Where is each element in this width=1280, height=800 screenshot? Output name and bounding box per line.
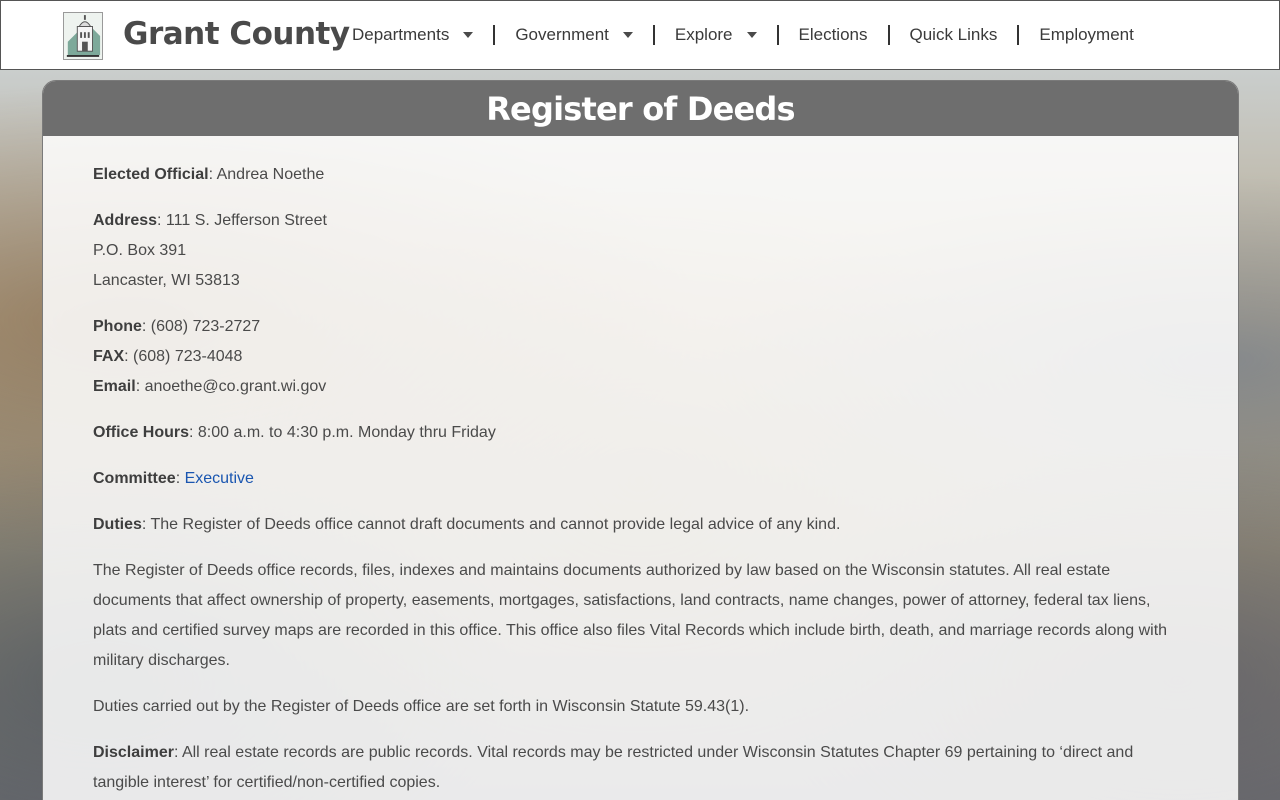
committee-info — [93, 464, 1188, 494]
address-label: Address — [93, 212, 158, 229]
content-panel — [42, 80, 1239, 800]
hours-value: : 8:00 a.m. to 4:30 p.m. Monday thru Friday — [189, 424, 496, 441]
nav-label: Government — [515, 25, 609, 44]
nav-divider — [777, 25, 779, 45]
site-header — [0, 0, 1280, 70]
committee-separator: : — [175, 470, 185, 487]
committee-link[interactable]: Executive — [184, 470, 254, 487]
duties-value: : The Register of Deeds office cannot draft documents and cannot provide legal advice of any kind. — [141, 516, 841, 533]
nav-label: Explore — [674, 25, 733, 44]
address-line-2: P.O. Box 391 — [93, 242, 187, 259]
nav-label: Employment — [1039, 25, 1134, 44]
chevron-down-icon — [463, 32, 473, 38]
records-paragraph: The Register of Deeds office records, files, indexes and maintains documents authorized by law based on the Wisconsin statutes. All real estate documents that affect ownership of property, easements, mortgages, satisfactions, land contracts, name changes, power of attorney, federal tax liens, plats and certified survey maps are recorded in this office. This office also files Vital Records which include birth, death, and marriage records along with military discharges. — [93, 562, 1168, 669]
phone-value: : (608) 723-2727 — [141, 318, 261, 335]
address-info — [93, 206, 1188, 296]
nav-divider — [888, 25, 890, 45]
panel-body — [43, 136, 1238, 798]
fax-value: : (608) 723-4048 — [124, 348, 243, 365]
office-hours — [93, 418, 1188, 448]
chevron-down-icon — [747, 32, 757, 38]
hours-label: Office Hours — [93, 424, 190, 441]
committee-label: Committee — [93, 470, 176, 487]
main-nav — [341, 1, 1145, 69]
county-logo[interactable] — [63, 12, 103, 60]
courthouse-logo-icon — [64, 13, 102, 59]
email-label: Email — [93, 378, 136, 395]
nav-label: Departments — [352, 25, 450, 44]
official-label: Elected Official — [93, 166, 209, 183]
official-info — [93, 160, 1188, 190]
contact-info — [93, 312, 1188, 402]
nav-departments[interactable] — [341, 20, 484, 50]
statute-paragraph: Duties carried out by the Register of Deeds office are set forth in Wisconsin Statute 59.43(1). — [93, 698, 750, 715]
fax-label: FAX — [93, 348, 125, 365]
site-title[interactable]: Grant County — [123, 16, 350, 52]
nav-divider — [1017, 25, 1019, 45]
chevron-down-icon — [623, 32, 633, 38]
nav-label: Elections — [798, 25, 868, 44]
disclaimer-info — [93, 738, 1188, 798]
nav-employment[interactable] — [1028, 20, 1144, 50]
nav-divider — [653, 25, 655, 45]
nav-explore[interactable] — [664, 20, 768, 50]
email-value: : anoethe@co.grant.wi.gov — [135, 378, 327, 395]
nav-label: Quick Links — [909, 25, 998, 44]
panel-header — [43, 81, 1238, 136]
duties-info — [93, 510, 1188, 540]
disclaimer-label: Disclaimer — [93, 744, 174, 761]
nav-elections[interactable] — [788, 20, 879, 50]
page-title: Register of Deeds — [486, 89, 795, 128]
nav-government[interactable] — [504, 20, 644, 50]
nav-divider — [493, 25, 495, 45]
official-value: : Andrea Noethe — [208, 166, 325, 183]
address-line-1: : 111 S. Jefferson Street — [157, 212, 327, 229]
disclaimer-value: : All real estate records are public records. Vital records may be restricted under Wisconsin Statutes Chapter 69 pertaining to ‘direct and tangible interest’ for certified/non-certified copies. — [93, 744, 1134, 791]
phone-label: Phone — [93, 318, 142, 335]
address-line-3: Lancaster, WI 53813 — [93, 272, 240, 289]
duties-label: Duties — [93, 516, 142, 533]
nav-quick-links[interactable] — [899, 20, 1009, 50]
